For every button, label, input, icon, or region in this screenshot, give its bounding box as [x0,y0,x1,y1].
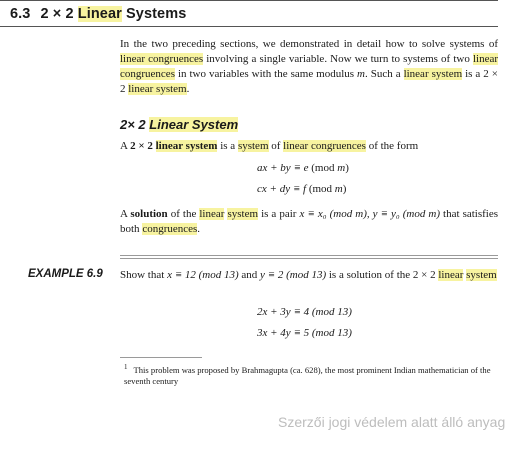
definition-text [120,139,498,154]
intro-text: In the two preceding sections, we demonstrated in detail how to solve systems of [120,38,498,50]
equation-mod: (mod [308,183,335,195]
example-congruence: x ≡ 12 (mod 13) [167,269,239,281]
footnote-body: This problem was proposed by Brahmagupta (ca. 628), the most prominent Indian mathematician of the seventh century [124,364,491,386]
example-divider-top [120,255,498,256]
example-congruence: y ≡ 2 (mod 13) [260,269,327,281]
definition-text-part: of the form [365,140,419,152]
equation-lhs: ax + by ≡ e [257,162,312,174]
equation-lhs: cx + dy ≡ f [257,183,309,195]
copyright-watermark: Szerzői jogi védelem alatt álló anyag [278,414,506,430]
solution-text: that satisfies both [120,208,499,235]
definition-bold: 2 × 2 [130,140,156,152]
solution-highlight: system [227,208,259,220]
intro-text: involving a single variable. Now we turn to systems of two [203,53,473,65]
solution-highlight: linear [199,208,225,220]
header-rule [0,26,498,27]
example-divider-bottom [120,258,498,259]
subsection-title [120,117,238,132]
definition-bold-highlight: linear system [155,140,218,152]
example-equation-2: 3x + 4y ≡ 5 (mod 13) [257,327,352,339]
solution-text: is a pair [258,208,300,220]
solution-paragraph [120,207,498,237]
solution-bold: solution [130,208,168,220]
top-rule [0,0,498,1]
solution-text: of the [167,208,200,220]
intro-text: is a 2 × 2 [120,68,498,95]
intro-variable: m [357,68,365,80]
section-header [10,6,186,22]
intro-text: . Such a [365,68,404,80]
example-highlight: linear [438,269,464,281]
subsection-title-highlight: Linear System [149,117,239,132]
equation-close: ) [342,183,347,195]
example-highlight: system [466,269,497,281]
definition-highlight: system [237,140,269,152]
intro-highlight: congruences [120,68,175,80]
section-title-prefix: 2 × 2 [40,6,78,22]
equation-close: ) [345,162,349,174]
section-number: 6.3 [10,6,31,22]
intro-paragraph [120,37,498,97]
example-text-part: and [238,269,261,281]
section-title-highlight: Linear [77,6,122,22]
footnote-marker: 1 [124,363,128,371]
intro-text: in two variables with the same modulus [174,68,358,80]
intro-highlight: linear system [128,83,187,95]
section-title-suffix: Systems [121,6,187,22]
intro-highlight: linear congruences [120,53,204,65]
solution-highlight: congruences [142,223,198,235]
example-label: EXAMPLE 6.9 [28,268,103,280]
solution-text: . [197,223,201,235]
example-equation-1: 2x + 3y ≡ 4 (mod 13) [257,306,352,318]
definition-text-part: is a [217,140,238,152]
definition-text-part: of [268,140,284,152]
solution-pair: x ≡ x₀ (mod m), y ≡ y₀ (mod m) [299,208,441,220]
equation-mod: (mod [311,162,338,174]
footnote [124,362,504,387]
intro-highlight: linear [472,53,498,65]
equation-modulus: m [337,162,346,174]
equation-modulus: m [334,183,343,195]
example-text-part: is a solution of the 2 × 2 [326,269,439,281]
intro-text: . [186,83,190,95]
footnote-rule [120,357,202,358]
example-text [120,268,498,283]
example-text-part: Show that [120,269,168,281]
definition-highlight: linear congruences [283,140,366,152]
solution-text: A [120,208,131,220]
system-equation-2 [257,183,346,195]
intro-highlight: linear system [403,68,463,80]
subsection-title-prefix: 2× 2 [120,117,150,132]
definition-text-part: A [120,140,131,152]
system-equation-1 [257,162,349,174]
